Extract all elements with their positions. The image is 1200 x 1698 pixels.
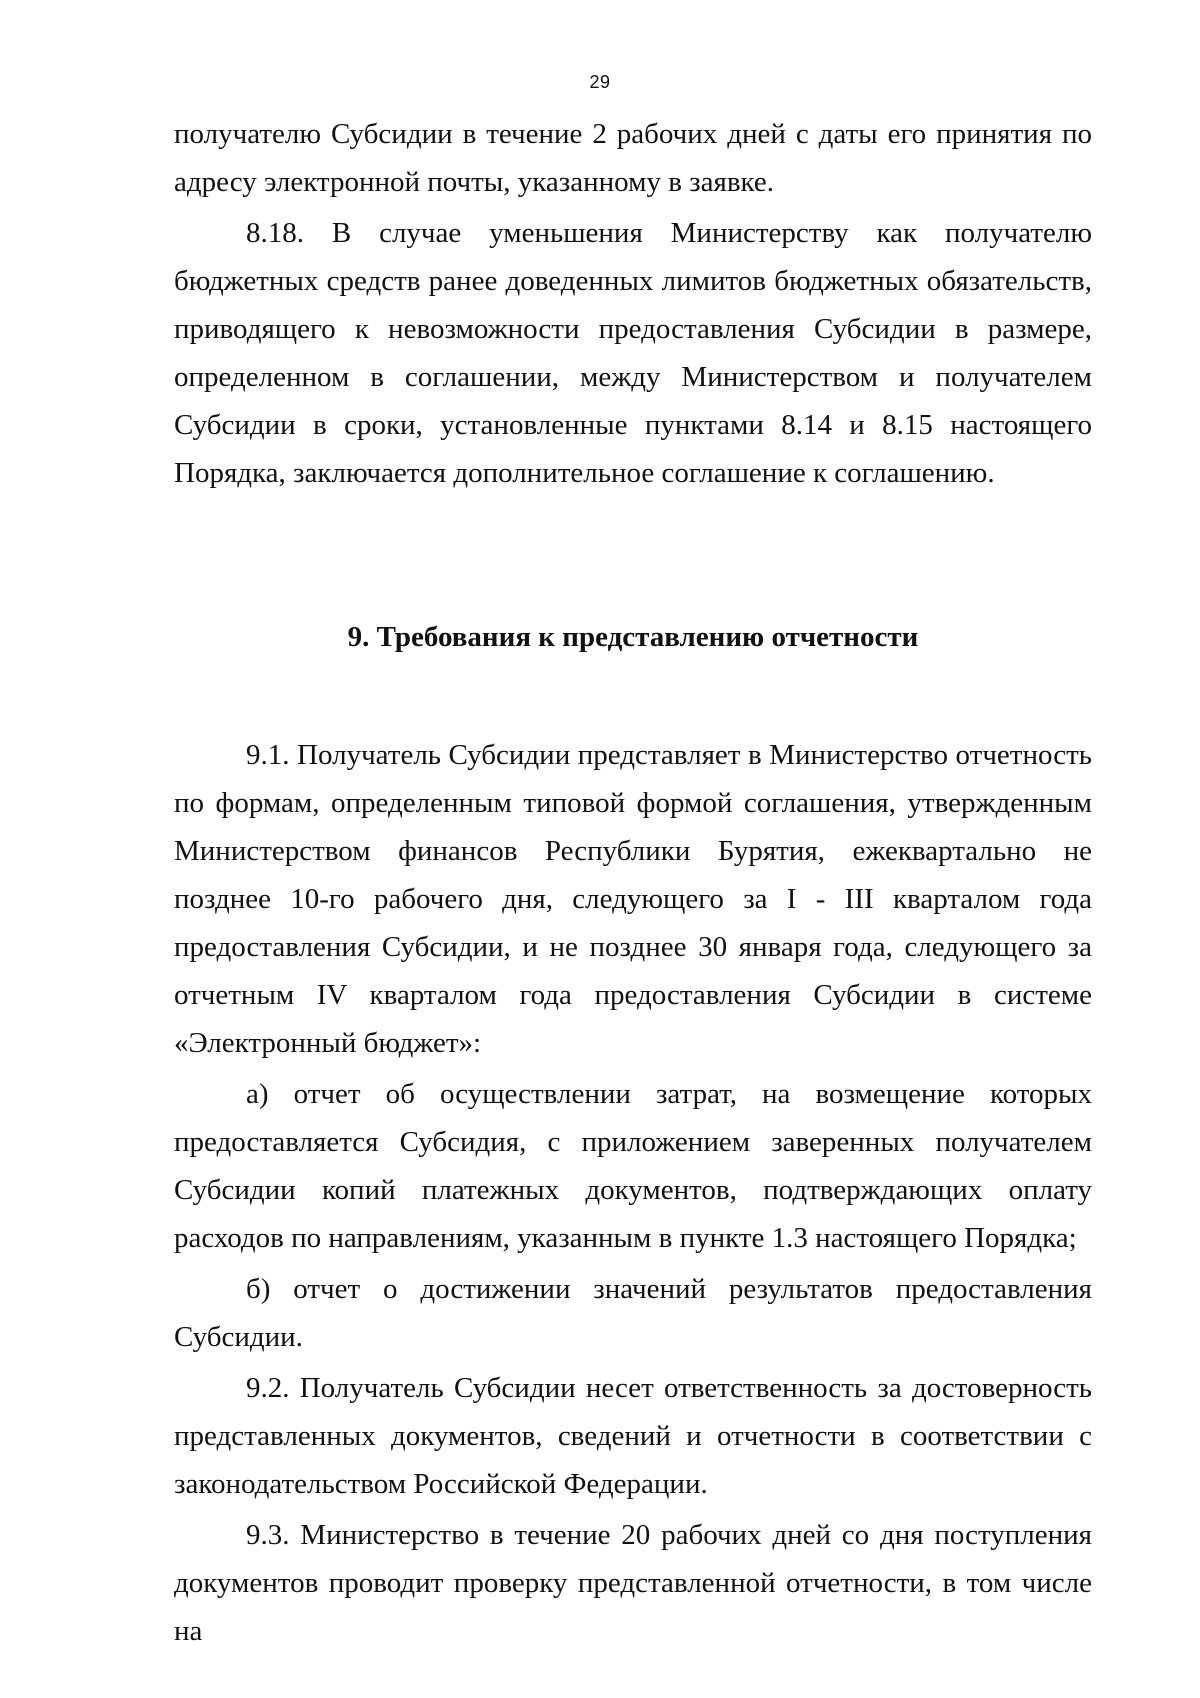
section-8-text	[174, 110, 1092, 497]
paragraph-continuation: получателю Субсидии в течение 2 рабочих дней с даты его принятия по адресу электронной почты, указанному в заявке.	[174, 118, 1092, 198]
list-item-b: б) отчет о достижении значений результатов предоставления Субсидии.	[174, 1273, 1092, 1353]
section-9-text	[174, 731, 1092, 1655]
page-number: 29	[589, 72, 611, 92]
paragraph-9-1: 9.1. Получатель Субсидии представляет в Министерство отчетность по формам, определенным типовой формой соглашения, утвержденным Министерством финансов Республики Бурятия, ежеквартально не позднее 10-го рабочего дня, следующего за I - III кварталом года предоставления Субсидии, и не позднее 30 января года, следующего за отчетным IV кварталом года предоставления Субсидии в системе «Электронный бюджет»:	[174, 739, 1092, 1059]
paragraph-9-2: 9.2. Получатель Субсидии несет ответственность за достоверность представленных документов, сведений и отчетности в соответствии с законодательством Российской Федерации.	[174, 1372, 1092, 1500]
paragraph-9-3: 9.3. Министерство в течение 20 рабочих дней со дня поступления документов проводит проверку представленной отчетности, в том числе на	[174, 1519, 1092, 1647]
paragraph-8-18: 8.18. В случае уменьшения Министерству как получателю бюджетных средств ранее доведенных лимитов бюджетных обязательств, приводящего к невозможности предоставления Субсидии в размере, определенном в соглашении, между Министерством и получателем Субсидии в сроки, установленные пунктами 8.14 и 8.15 настоящего Порядка, заключается дополнительное соглашение к соглашению.	[174, 217, 1092, 489]
section-9-heading: 9. Требования к представлению отчетности	[347, 621, 919, 653]
list-item-a: а) отчет об осуществлении затрат, на возмещение которых предоставляется Субсидия, с приложением заверенных получателем Субсидии копий платежных документов, подтверждающих оплату расходов по направлениям, указанным в пункте 1.3 настоящего Порядка;	[174, 1078, 1092, 1254]
